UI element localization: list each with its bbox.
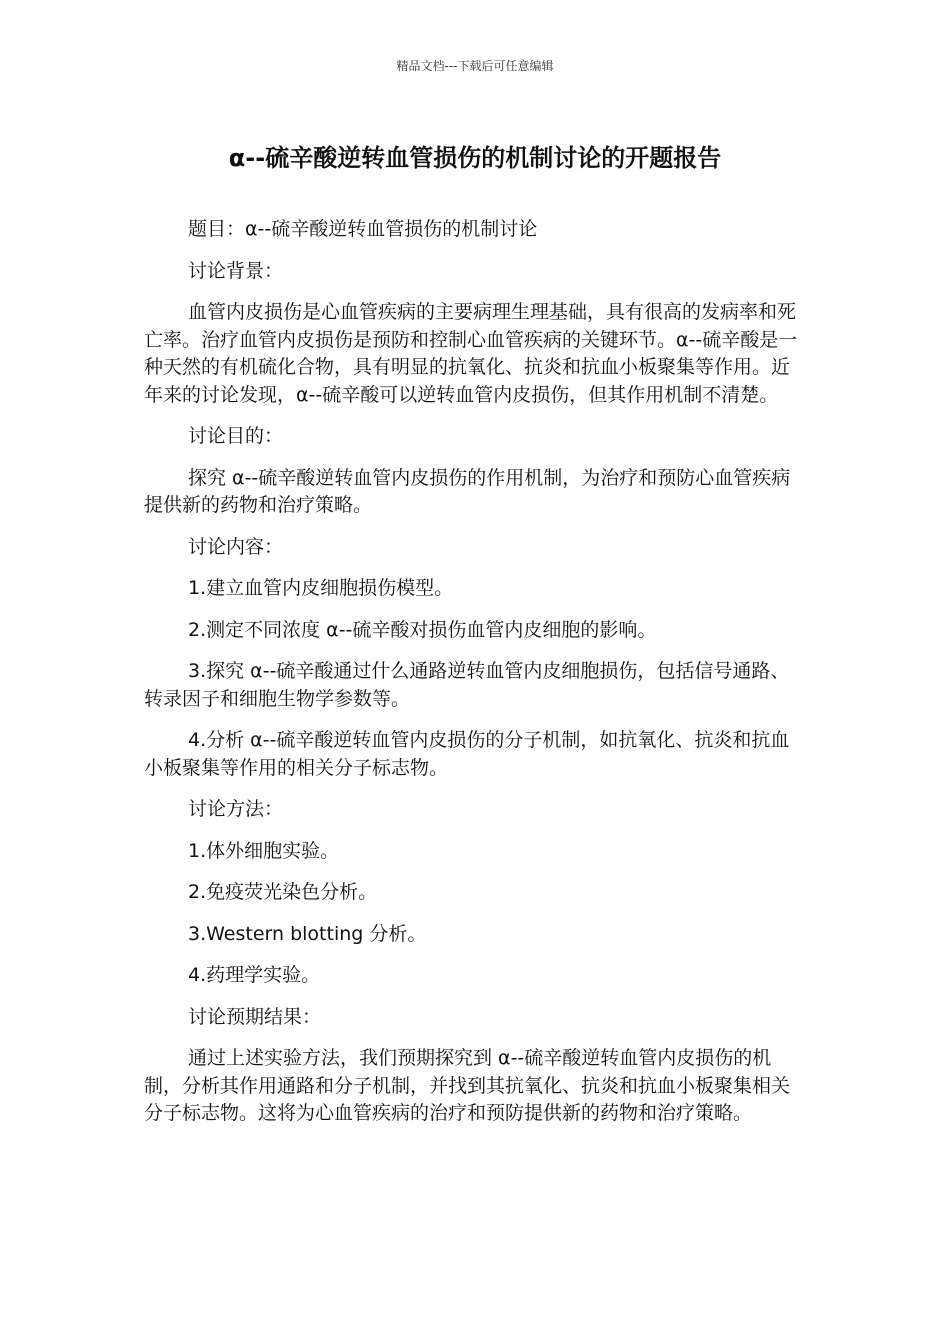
- background-heading: 讨论背景：: [188, 259, 284, 282]
- content-item: 3.探究 α--硫辛酸通过什么通路逆转血管内皮细胞损伤，包括信号通路、转录因子和细胞生物学参数等。: [144, 660, 790, 710]
- content-item: 1.建立血管内皮细胞损伤模型。: [188, 577, 454, 599]
- method-item: 3.Western blotting 分析。: [188, 922, 427, 945]
- method-item: 4.药理学实验。: [188, 964, 321, 986]
- purpose-heading: 讨论目的：: [188, 425, 284, 447]
- expected-results-heading: 讨论预期结果：: [188, 1005, 322, 1028]
- expected-results-text: 通过上述实验方法，我们预期探究到 α--硫辛酸逆转血管内皮损伤的机制，分析其作用通路和分子机制，并找到其抗氧化、抗炎和抗血小板聚集相关分子标志物。这将为心血管疾病的治疗和预防提供新的药物和治疗策略。: [144, 1047, 791, 1124]
- document-body: [144, 216, 806, 1142]
- header-note: 精品文档---下载后可任意编辑: [396, 59, 554, 73]
- method-item: 2.免疫荧光染色分析。: [188, 881, 378, 903]
- method-item: 1.体外细胞实验。: [188, 839, 340, 862]
- topic-line: 题目：α--硫辛酸逆转血管损伤的机制讨论: [188, 218, 538, 240]
- document-title: α--硫辛酸逆转血管损伤的机制讨论的开题报告: [228, 144, 722, 172]
- content-item: 2.测定不同浓度 α--硫辛酸对损伤血管内皮细胞的影响。: [188, 618, 657, 641]
- purpose-text: 探究 α--硫辛酸逆转血管内皮损伤的作用机制，为治疗和预防心血管疾病提供新的药物和治疗策略。: [144, 466, 791, 516]
- methods-heading: 讨论方法：: [188, 798, 284, 820]
- background-text: 血管内皮损伤是心血管疾病的主要病理生理基础，具有很高的发病率和死亡率。治疗血管内皮损伤是预防和控制心血管疾病的关键环节。α--硫辛酸是一种天然的有机硫化合物，具有明显的抗氧化、抗炎和抗血小板聚集等作用。近年来的讨论发现，α--硫辛酸可以逆转血管内皮损伤，但其作用机制不清楚。: [144, 301, 798, 406]
- content-heading: 讨论内容：: [188, 535, 284, 558]
- content-item: 4.分析 α--硫辛酸逆转血管内皮损伤的分子机制，如抗氧化、抗炎和抗血小板聚集等作用的相关分子标志物。: [144, 729, 790, 779]
